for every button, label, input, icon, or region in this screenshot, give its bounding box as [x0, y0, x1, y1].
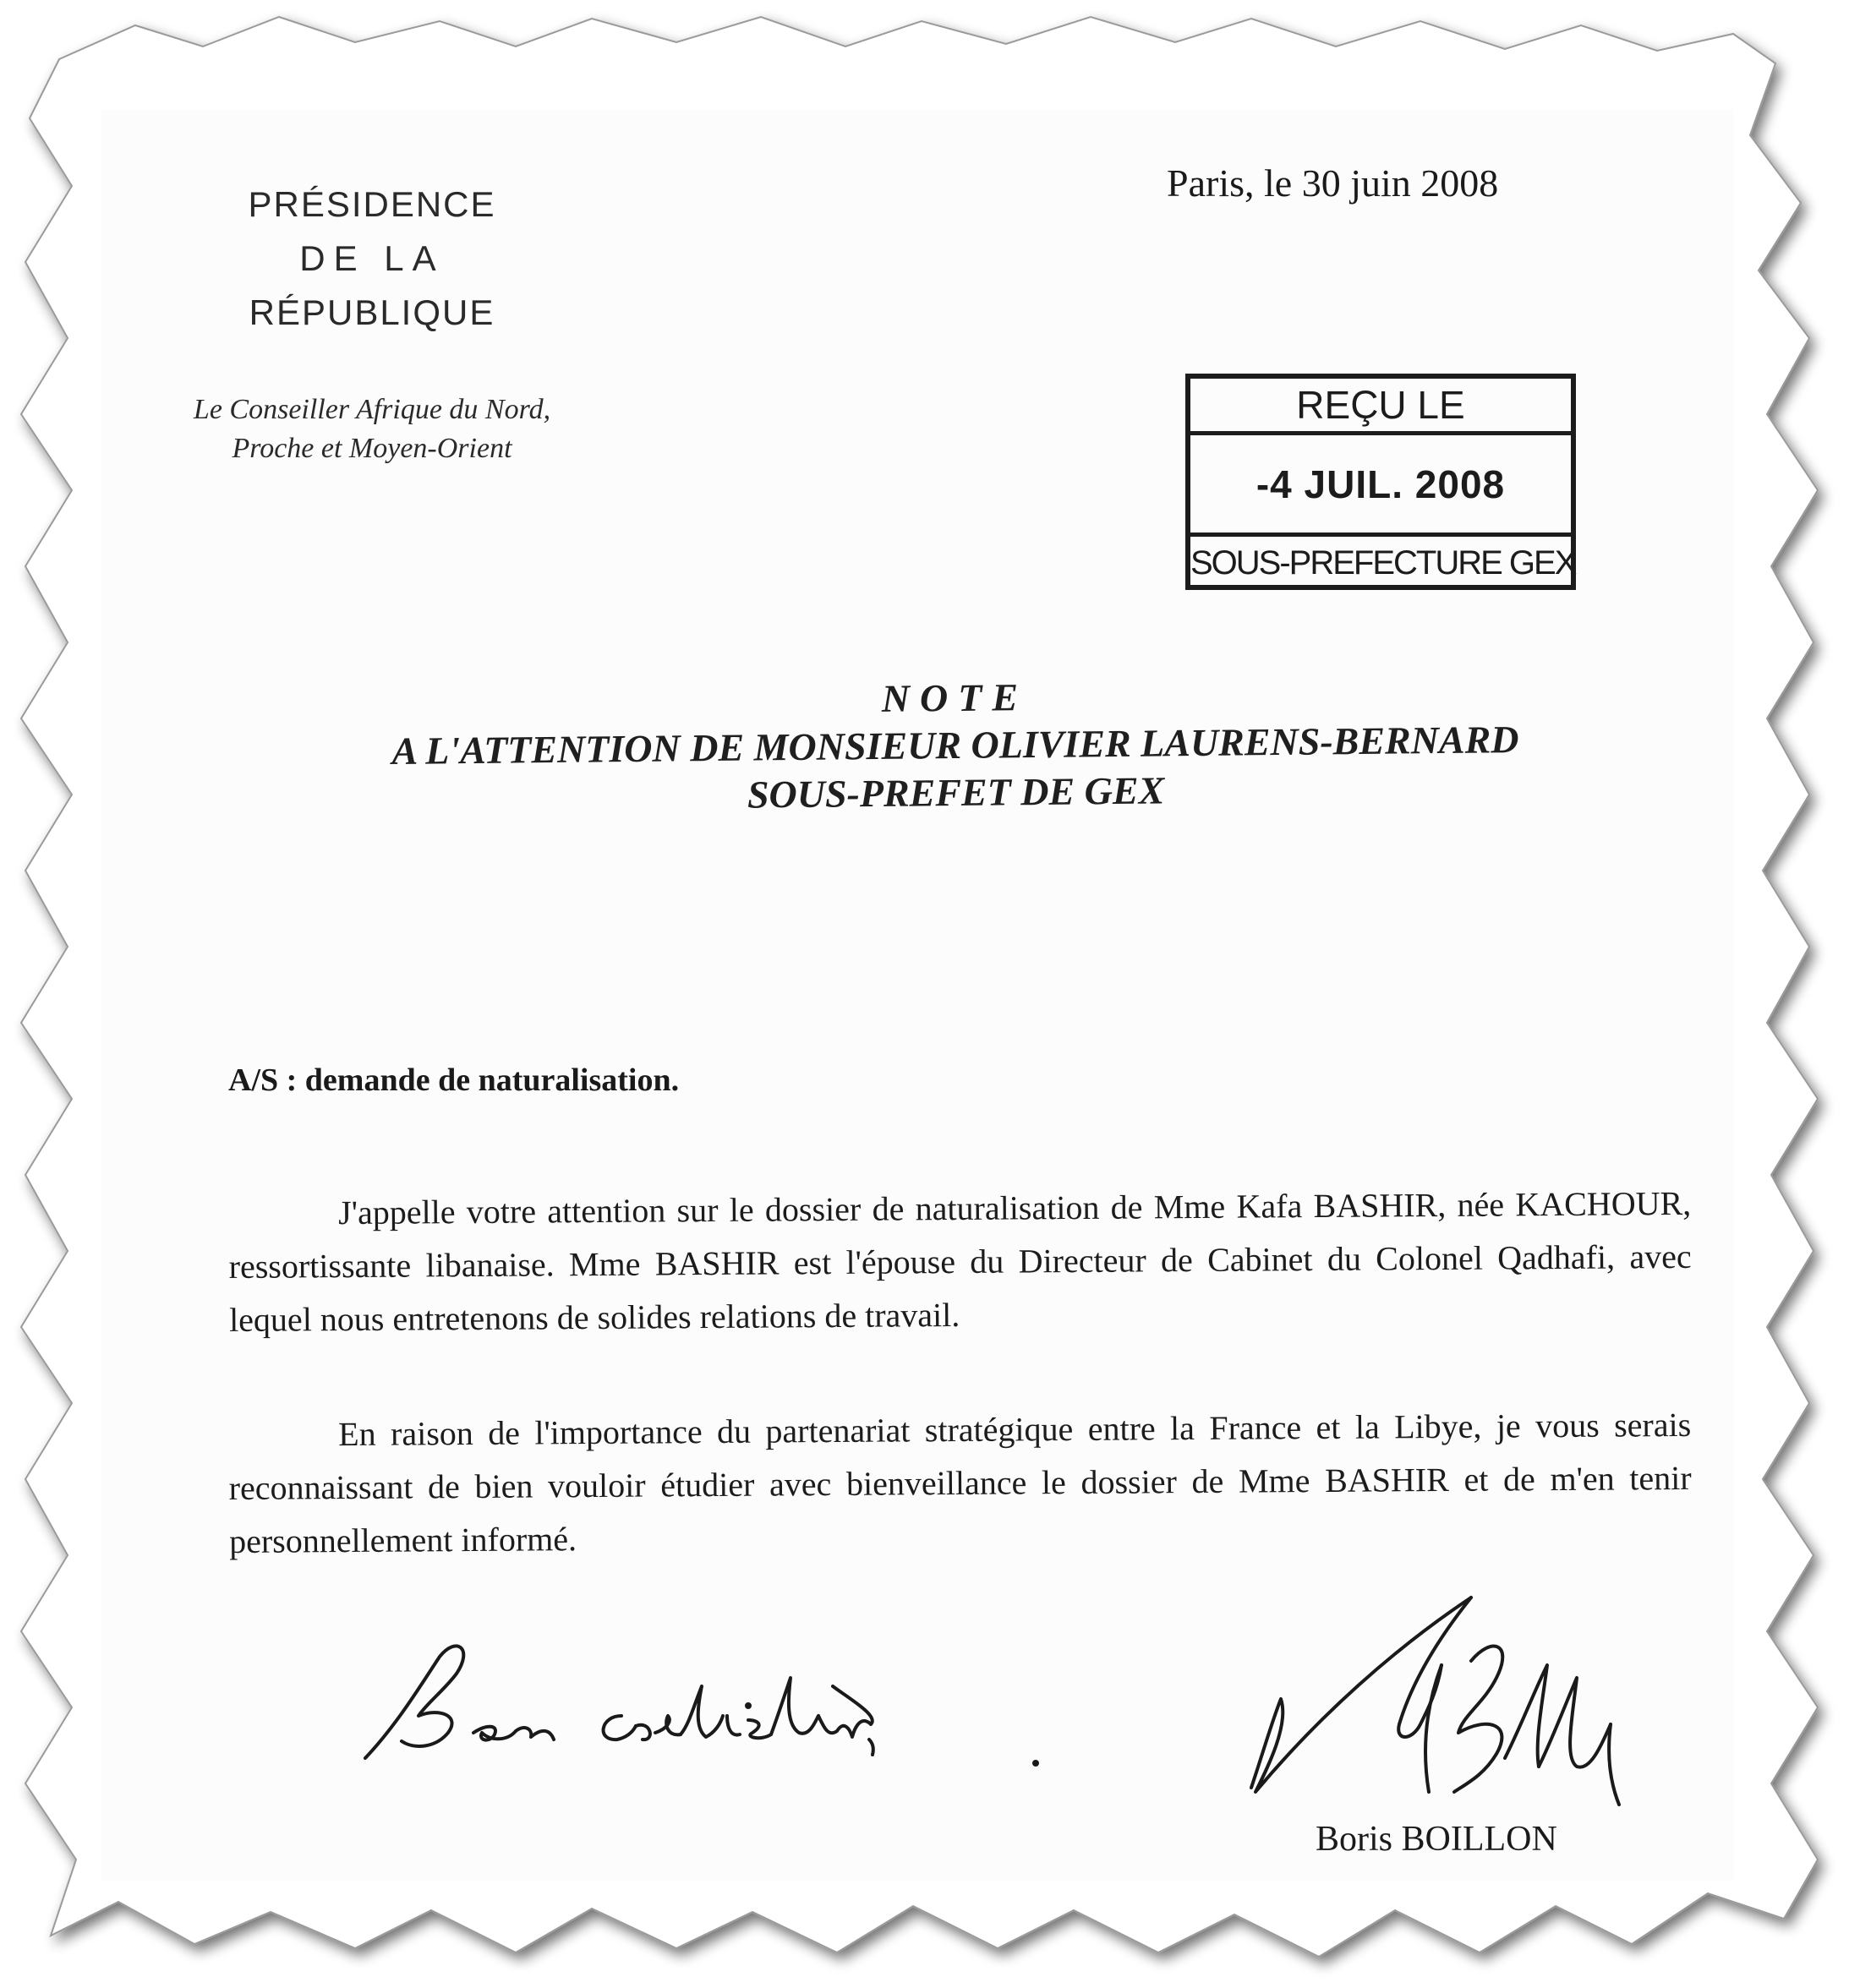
- subject-line: A/S : demande de naturalisation.: [228, 1062, 680, 1098]
- signer-name: Boris BOILLON: [1316, 1820, 1557, 1859]
- stamp-office: SOUS-PREFECTURE GEX: [1190, 532, 1571, 589]
- handwritten-closing: [365, 1646, 873, 1758]
- body-paragraph-2: En raison de l'importance du partenariat stratégique entre la France et la Libye, je vous serais reconnaissant de bien vouloir étudier avec bienveillance le dossier de Mme BASHIR et de m'en tenir personnellement informé.: [228, 1405, 1692, 1560]
- stamp-header: REÇU LE: [1190, 379, 1571, 435]
- letterhead-line-1: PRÉSIDENCE: [248, 184, 496, 224]
- letterhead-line-3: RÉPUBLIQUE: [249, 292, 495, 332]
- signature-image: [1251, 1598, 1619, 1805]
- advisor-line-2: Proche et Moyen-Orient: [232, 433, 512, 464]
- stamp-date: -4 JUIL. 2008: [1256, 462, 1506, 506]
- letterhead-line-2: DE LA: [299, 238, 445, 278]
- note-recipient: A L'ATTENTION DE MONSIEUR OLIVIER LAURENS-BERNARD: [391, 718, 1519, 773]
- scan-speck: [1032, 1760, 1039, 1767]
- note-recipient-role: SOUS-PREFET DE GEX: [747, 768, 1165, 816]
- body-paragraph-1: J'appelle votre attention sur le dossier de naturalisation de Mme Kafa BASHIR, née KACHOUR, ressortissante libanaise. Mme BASHIR est l'épouse du Directeur de Cabinet du Colonel Qadhafi, avec lequel nous entretenons de solides relations de travail.: [228, 1183, 1692, 1339]
- advisor-line-1: Le Conseiller Afrique du Nord,: [193, 394, 551, 425]
- letter-date: Paris, le 30 juin 2008: [1167, 161, 1499, 205]
- note-heading: NOTE: [881, 675, 1029, 720]
